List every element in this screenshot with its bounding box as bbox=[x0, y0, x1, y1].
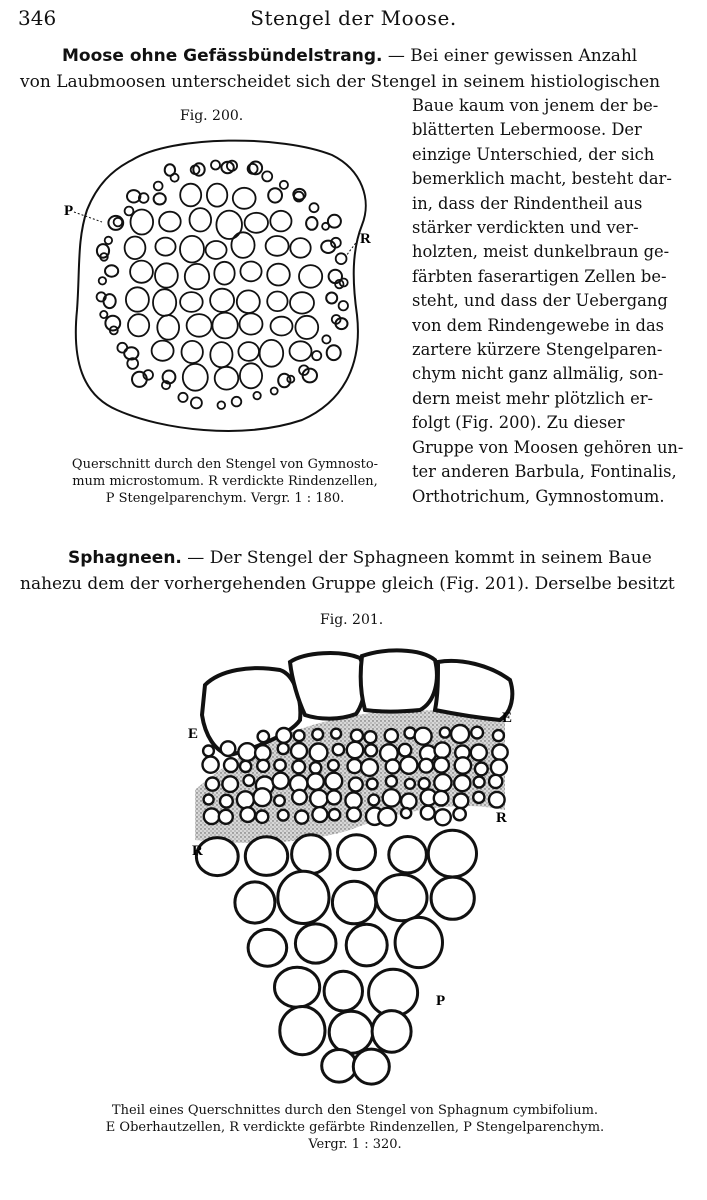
cortex-cell bbox=[415, 728, 432, 745]
marker-e-left: E bbox=[188, 726, 199, 742]
cortex-cell bbox=[347, 808, 361, 822]
cortex-cell bbox=[255, 745, 270, 760]
cortex-cell bbox=[238, 743, 256, 761]
column-line: dern meist mehr plötzlich er- bbox=[412, 388, 654, 408]
section2-first-line bbox=[68, 548, 652, 568]
epidermis-cell bbox=[435, 661, 512, 720]
epidermis-cell bbox=[361, 650, 437, 711]
parenchyma-cell bbox=[324, 971, 362, 1011]
cell bbox=[105, 265, 118, 276]
cell bbox=[238, 342, 259, 361]
column-line: Baue kaum von jenem der be- bbox=[412, 96, 659, 115]
cortex-cell bbox=[256, 811, 268, 823]
cell bbox=[233, 188, 256, 209]
cortex-cell bbox=[237, 791, 254, 808]
running-title: Stengel der Moose. bbox=[250, 6, 457, 30]
cortex-cell bbox=[328, 760, 339, 771]
cell bbox=[182, 341, 203, 363]
cortex-cell bbox=[365, 744, 377, 756]
cortex-cell bbox=[291, 743, 307, 759]
section2-heading: Sphagneen. bbox=[68, 548, 182, 568]
cortex-cell bbox=[434, 791, 449, 806]
figure201-caption-line: Vergr. 1 : 320. bbox=[308, 1137, 402, 1152]
cortex-cell bbox=[310, 790, 327, 807]
column-line: steht, und dass der Uebergang bbox=[412, 291, 668, 311]
rim-cell bbox=[191, 397, 202, 408]
section1-line2: von Laubmoosen unterscheidet sich der Stengel in seinem histiologischen bbox=[20, 72, 661, 92]
cortex-cell bbox=[333, 744, 344, 755]
cell bbox=[187, 314, 212, 337]
parenchyma-cell bbox=[235, 882, 275, 923]
cortex-cell bbox=[435, 742, 451, 758]
cortex-cell bbox=[454, 775, 470, 791]
cell bbox=[210, 289, 234, 312]
page-number: 346 bbox=[18, 6, 57, 30]
cortex-cell bbox=[383, 789, 400, 806]
figure200-caption bbox=[40, 456, 410, 507]
cortex-cell bbox=[244, 775, 255, 786]
column-line: bemerklich macht, besteht dar- bbox=[412, 169, 672, 189]
cortex-cell bbox=[471, 727, 483, 739]
rim-cell bbox=[105, 237, 112, 244]
figure200-caption-line: Querschnitt durch den Stengel von Gymnosto- bbox=[71, 457, 379, 472]
cortex-cell bbox=[351, 730, 363, 742]
column-line: stärker verdickten und ver- bbox=[412, 218, 639, 238]
cell-group bbox=[196, 725, 507, 1084]
cortex-cell bbox=[292, 761, 305, 774]
parenchyma-cell bbox=[431, 877, 474, 919]
column-line: Orthotrichum, Gymnostomum. bbox=[412, 486, 665, 506]
cortex-cell bbox=[278, 743, 289, 754]
section2-line2: nahezu dem der vorhergehenden Gruppe gleich (Fig. 201). Derselbe besitzt bbox=[20, 574, 675, 594]
rim-cell bbox=[253, 392, 260, 399]
cortex-cell bbox=[454, 794, 469, 809]
cortex-cell bbox=[312, 807, 327, 822]
cortex-cell bbox=[434, 758, 449, 773]
cortex-cell bbox=[327, 790, 341, 804]
cell bbox=[266, 236, 289, 256]
rim-cell bbox=[322, 223, 329, 230]
column-line: ter anderen Barbula, Fontinalis, bbox=[412, 462, 677, 482]
cortex-cell bbox=[419, 778, 430, 789]
cell bbox=[290, 292, 314, 313]
cell bbox=[128, 314, 149, 336]
cortex-cell bbox=[489, 792, 505, 808]
marker-p-label: P bbox=[64, 203, 74, 219]
figure200-caption-line: P Stengelparenchym. Vergr. 1 : 180. bbox=[105, 491, 345, 506]
cell bbox=[231, 232, 254, 258]
cortex-cell bbox=[257, 760, 269, 772]
cell bbox=[126, 287, 149, 311]
rim-cell bbox=[336, 253, 347, 264]
cell bbox=[207, 184, 227, 207]
cell bbox=[327, 345, 341, 360]
cortex-cell bbox=[329, 809, 340, 820]
cortex-cell bbox=[220, 795, 233, 808]
cortex-cell bbox=[368, 795, 379, 806]
parenchyma-cell bbox=[332, 881, 375, 924]
cortex-cell bbox=[378, 808, 396, 826]
cortex-cell bbox=[451, 725, 469, 743]
cell bbox=[267, 292, 287, 312]
cortex-cell bbox=[345, 792, 361, 808]
cell bbox=[214, 262, 234, 285]
cortex-cell bbox=[434, 774, 451, 791]
cell bbox=[295, 316, 318, 339]
cell bbox=[130, 261, 153, 283]
figure201-caption-line: Theil eines Querschnittes durch den Stengel von Sphagnum cymbifolium. bbox=[111, 1103, 599, 1118]
cell bbox=[131, 210, 154, 235]
cell bbox=[267, 264, 290, 286]
rim-cell bbox=[262, 171, 272, 181]
column-line: folgt (Fig. 200). Zu dieser bbox=[412, 413, 625, 433]
cortex-cell bbox=[361, 759, 378, 776]
cell bbox=[152, 341, 174, 361]
cortex-cell bbox=[386, 760, 400, 774]
cortex-cell bbox=[401, 794, 416, 809]
cell bbox=[180, 292, 203, 312]
cortex-cell bbox=[240, 761, 251, 772]
cortex-cell bbox=[475, 763, 488, 776]
cortex-cell bbox=[310, 744, 328, 762]
cell bbox=[216, 211, 242, 239]
rim-cell bbox=[280, 181, 288, 189]
cortex-cell bbox=[219, 810, 233, 824]
parenchyma-cell bbox=[322, 1050, 357, 1083]
section1-line1-rest: — Bei einer gewissen Anzahl bbox=[382, 46, 638, 66]
cell bbox=[240, 363, 262, 388]
parenchyma-cell bbox=[292, 835, 331, 874]
cortex-cell bbox=[221, 741, 236, 756]
cortex-cell bbox=[435, 809, 451, 825]
cortex-cell bbox=[295, 811, 308, 824]
parenchyma-cell bbox=[346, 924, 387, 966]
cell bbox=[326, 293, 337, 304]
cortex-cell bbox=[203, 746, 214, 757]
cell bbox=[183, 364, 208, 391]
cell bbox=[237, 290, 260, 313]
cortex-cell bbox=[348, 759, 362, 773]
cortex-cell bbox=[224, 758, 238, 772]
cortex-cell bbox=[310, 762, 321, 773]
parenchyma-cell bbox=[372, 1011, 411, 1053]
cell bbox=[240, 313, 263, 334]
cortex-cell bbox=[294, 730, 305, 741]
section2-line1-rest: — Der Stengel der Sphagneen kommt in seinem Baue bbox=[181, 548, 652, 568]
column-line: färbten faserartigen Zellen be- bbox=[412, 266, 667, 286]
cortex-cell bbox=[274, 795, 285, 806]
cortex-cell bbox=[307, 773, 323, 789]
cortex-cell bbox=[274, 760, 285, 771]
figure200-label: Fig. 200. bbox=[180, 108, 244, 124]
cell bbox=[215, 367, 239, 390]
cell bbox=[159, 212, 181, 232]
cortex-cell bbox=[203, 757, 219, 773]
cortex-cell bbox=[405, 779, 415, 789]
section1-first-line bbox=[62, 46, 637, 66]
epidermis-cell bbox=[290, 653, 365, 719]
cell bbox=[260, 340, 284, 367]
cell bbox=[155, 238, 175, 256]
rim-cell bbox=[218, 401, 226, 409]
column-line: blätterten Lebermoose. Der bbox=[412, 120, 642, 140]
cortex-cell bbox=[493, 730, 504, 741]
rim-cell bbox=[125, 207, 134, 216]
figure200-drawing bbox=[62, 130, 382, 440]
parenchyma-cell bbox=[245, 837, 287, 876]
column-line: Gruppe von Moosen gehören un- bbox=[412, 437, 684, 457]
rim-cell bbox=[211, 161, 220, 170]
cortex-cell bbox=[401, 808, 411, 818]
section1-heading: Moose ohne Gefässbündelstrang. bbox=[62, 46, 383, 66]
cell bbox=[290, 238, 310, 258]
cortex-cell bbox=[455, 757, 471, 773]
cell bbox=[155, 263, 178, 287]
cortex-cell bbox=[278, 810, 289, 821]
cell bbox=[212, 313, 237, 339]
cell bbox=[185, 264, 209, 289]
cell bbox=[268, 188, 282, 202]
rim-cell bbox=[154, 182, 163, 191]
cortex-cell bbox=[385, 729, 398, 742]
rim-cell bbox=[178, 393, 187, 402]
cell bbox=[190, 208, 212, 231]
column-line: einzige Unterschied, der sich bbox=[412, 144, 655, 164]
cell bbox=[271, 317, 293, 336]
cortex-cell bbox=[421, 806, 435, 820]
rim-cell bbox=[271, 388, 278, 395]
cortex-cell bbox=[453, 808, 465, 820]
cortex-cell bbox=[386, 776, 397, 787]
figure201-caption-line: E Oberhautzellen, R verdickte gefärbte Rindenzellen, P Stengelparenchym. bbox=[105, 1120, 605, 1135]
cortex-cell bbox=[473, 792, 484, 803]
column-line: von dem Rindengewebe in das bbox=[412, 315, 665, 335]
column-line: zartere kürzere Stengelparen- bbox=[412, 340, 663, 360]
figure201-drawing bbox=[180, 640, 520, 1090]
cortex-cell bbox=[325, 773, 342, 790]
cortex-cell bbox=[399, 744, 412, 757]
cortex-cell bbox=[492, 745, 507, 760]
parenchyma-cell bbox=[428, 830, 476, 877]
cortex-cell bbox=[364, 731, 376, 743]
rim-cell bbox=[232, 397, 242, 407]
rim-cell bbox=[100, 311, 107, 318]
parenchyma-cell bbox=[275, 967, 320, 1007]
cortex-cell bbox=[206, 778, 219, 791]
cell bbox=[206, 241, 227, 259]
parenchyma-cell bbox=[278, 871, 329, 923]
parenchyma-cell bbox=[338, 835, 376, 870]
cell-group bbox=[97, 161, 348, 410]
column-line: holzten, meist dunkelbraun ge- bbox=[412, 242, 670, 262]
cortex-cell bbox=[400, 757, 417, 774]
cortex-cell bbox=[347, 742, 363, 758]
cell bbox=[245, 213, 268, 233]
parenchyma-cell bbox=[395, 917, 442, 967]
parenchyma-cell bbox=[353, 1049, 389, 1084]
cortex-cell bbox=[292, 790, 307, 805]
rim-cell bbox=[310, 203, 319, 212]
right-text-column bbox=[412, 94, 688, 509]
cell bbox=[157, 315, 179, 340]
parenchyma-cell bbox=[280, 1007, 325, 1055]
marker-e-right: E bbox=[502, 710, 513, 726]
cortex-cell bbox=[276, 728, 291, 743]
cortex-cell bbox=[474, 777, 485, 788]
marker-r-right: R bbox=[496, 810, 507, 826]
figure201-caption bbox=[40, 1102, 670, 1153]
parenchyma-cell bbox=[295, 924, 336, 963]
marker-r-left: R bbox=[192, 843, 203, 859]
cortex-cell bbox=[349, 778, 363, 792]
rim-cell bbox=[322, 335, 330, 343]
column-line: in, dass der Rindentheil aus bbox=[412, 193, 643, 213]
cell bbox=[125, 237, 146, 260]
cell bbox=[240, 262, 261, 282]
cortex-cell bbox=[204, 795, 214, 805]
figure201-label: Fig. 201. bbox=[320, 612, 384, 628]
parenchyma-cell bbox=[329, 1011, 373, 1053]
parenchyma-cell bbox=[376, 875, 427, 921]
cortex-cell bbox=[489, 775, 502, 788]
cell bbox=[270, 211, 291, 232]
rim-cell bbox=[171, 174, 179, 182]
rim-cell bbox=[312, 351, 321, 360]
cortex-cell bbox=[331, 729, 341, 739]
parenchyma-cell bbox=[369, 969, 418, 1016]
marker-r-label: R bbox=[360, 231, 371, 247]
cortex-cell bbox=[273, 773, 289, 789]
cortex-cell bbox=[367, 779, 378, 790]
figure200-caption-line: mum microstomum. R verdickte Rindenzellen, bbox=[72, 474, 378, 489]
marker-p-leader bbox=[74, 212, 102, 222]
rim-cell bbox=[114, 218, 123, 227]
parenchyma-cell bbox=[248, 929, 287, 966]
cortex-cell bbox=[204, 808, 220, 824]
column-line: chym nicht ganz allmälig, son- bbox=[412, 364, 664, 384]
cortex-cell bbox=[491, 759, 507, 775]
cortex-cell bbox=[471, 745, 487, 761]
cell bbox=[180, 184, 201, 207]
marker-p: P bbox=[436, 993, 446, 1009]
cortex-cell bbox=[241, 807, 256, 822]
cell bbox=[299, 265, 322, 288]
rim-cell bbox=[99, 277, 106, 284]
cortex-cell bbox=[440, 727, 450, 737]
cell bbox=[154, 193, 166, 204]
cortex-cell bbox=[222, 776, 238, 792]
cortex-cell bbox=[312, 729, 323, 740]
cell bbox=[290, 341, 312, 361]
parenchyma-cell bbox=[389, 837, 427, 873]
cell bbox=[306, 217, 317, 230]
rim-cell bbox=[117, 343, 127, 353]
cell bbox=[153, 289, 176, 316]
cell bbox=[210, 342, 232, 367]
rim-cell bbox=[339, 301, 348, 310]
cortex-cell bbox=[419, 759, 433, 773]
cell bbox=[180, 236, 204, 263]
cortex-cell bbox=[258, 731, 269, 742]
cortex-cell bbox=[253, 788, 271, 806]
